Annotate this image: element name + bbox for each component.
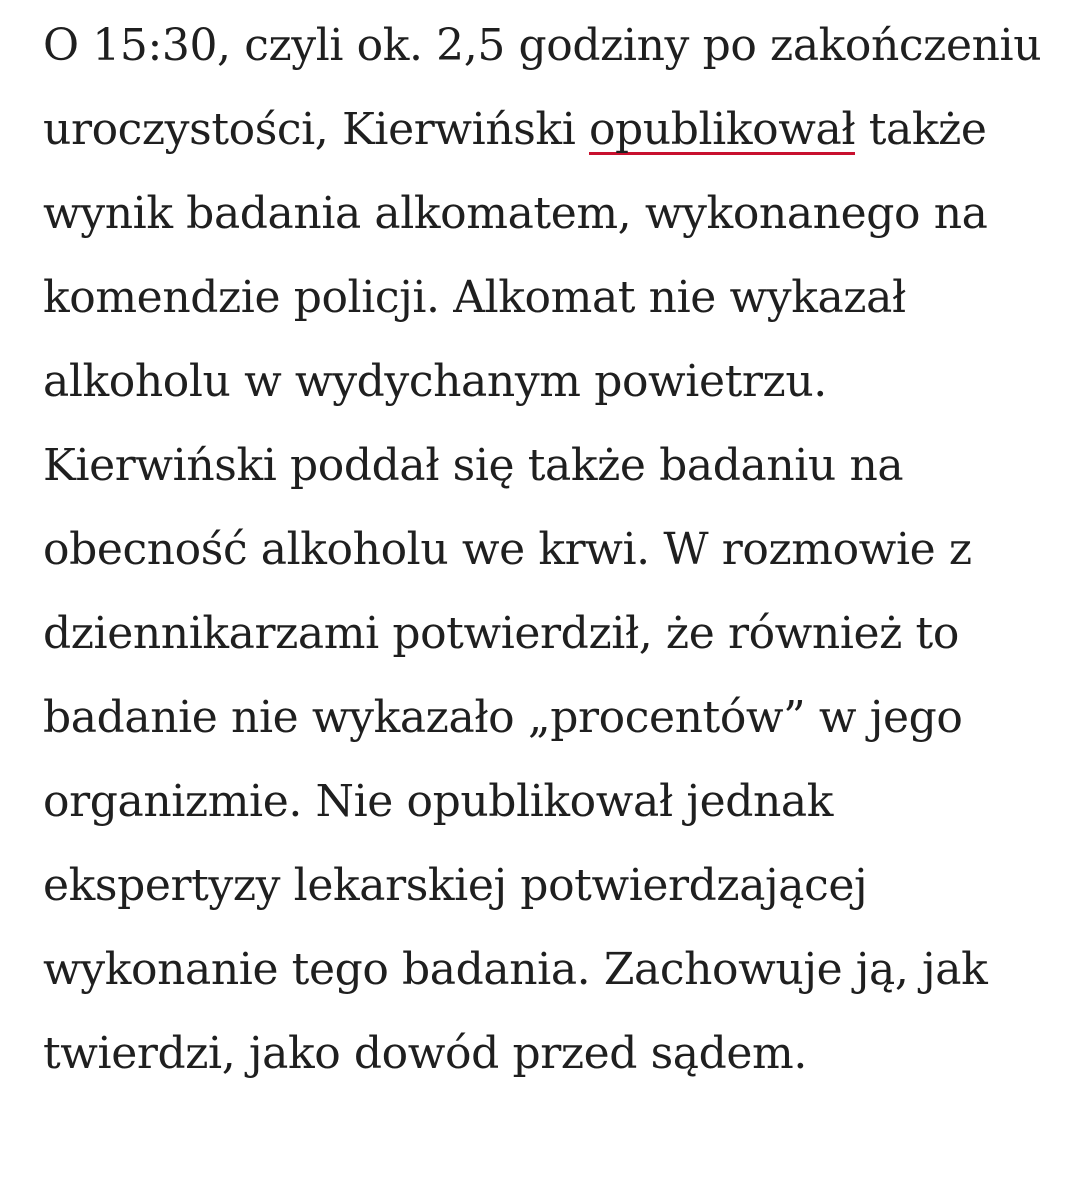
article-paragraph: [43, 4, 1063, 1096]
paragraph-line-11: ekspertyzy lekarskiej potwierdzającej: [43, 860, 868, 911]
paragraph-line-6: Kierwiński poddał się także badaniu na: [43, 440, 904, 491]
paragraph-line-2: [43, 88, 1063, 172]
opublikowal-link[interactable]: opublikował: [588, 104, 856, 155]
paragraph-line-4: komendzie policji. Alkomat nie wykazał: [43, 272, 906, 323]
paragraph-line-2-end: także: [855, 104, 987, 155]
paragraph-line-9: badanie nie wykazało „procentów” w jego: [43, 692, 963, 743]
paragraph-line-3: wynik badania alkomatem, wykonanego na: [43, 188, 988, 239]
paragraph-line-10: organizmie. Nie opublikował jednak: [43, 776, 834, 827]
paragraph-line-2-start: uroczystości, Kierwiński: [43, 104, 589, 155]
paragraph-line-13: twierdzi, jako dowód przed sądem.: [43, 1028, 807, 1079]
paragraph-line-8: dziennikarzami potwierdził, że również to: [43, 608, 959, 659]
paragraph-line-12: wykonanie tego badania. Zachowuje ją, jak: [43, 944, 988, 995]
paragraph-line-1: O 15:30, czyli ok. 2,5 godziny po zakończeniu: [43, 20, 1042, 71]
paragraph-line-7: obecność alkoholu we krwi. W rozmowie z: [43, 524, 972, 575]
paragraph-line-5: alkoholu w wydychanym powietrzu.: [43, 356, 827, 407]
